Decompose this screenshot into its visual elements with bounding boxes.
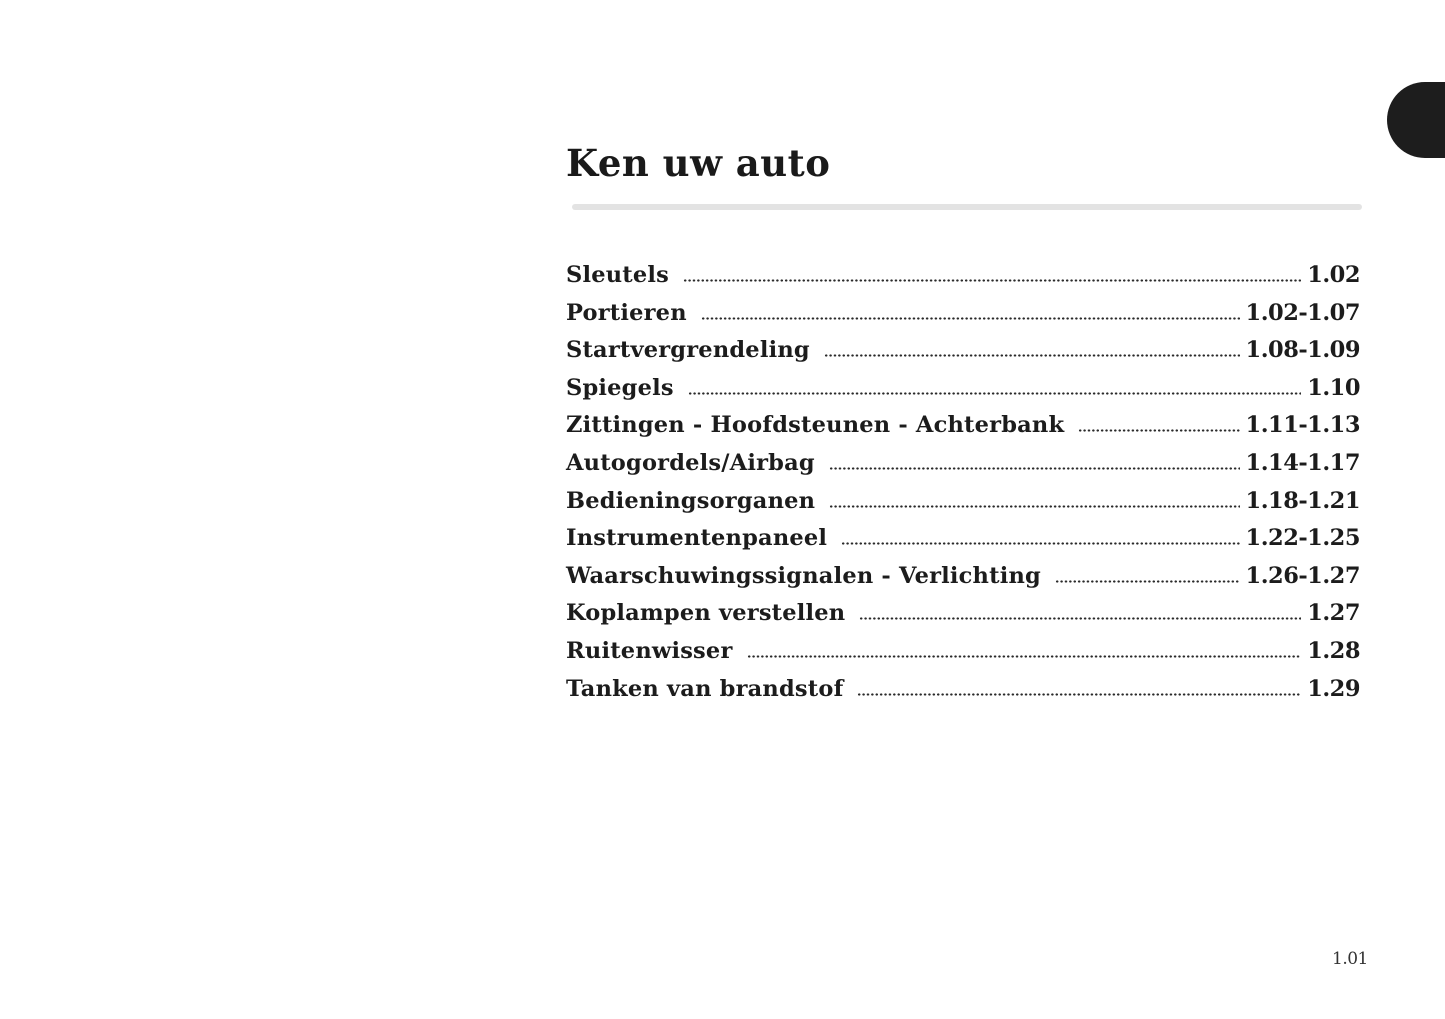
table-of-contents [566,262,1360,713]
toc-item-label: Startvergrendeling [566,337,810,364]
toc-item-page: 1.22-1.25 [1245,525,1360,552]
toc-dot-leader [829,505,1239,508]
page-title: Ken uw auto [566,141,831,185]
toc-item-label: Tanken van brandstof [566,675,844,702]
toc-item-label: Portieren [566,299,687,326]
toc-item-page: 1.02-1.07 [1245,299,1360,326]
page-number: 1.01 [1332,949,1368,969]
toc-dot-leader [701,317,1240,320]
toc-item-page: 1.10 [1307,374,1360,401]
toc-item-label: Waarschuwingssignalen - Verlichting [566,562,1041,589]
toc-item-zittingen[interactable] [566,412,1360,450]
toc-item-page: 1.02 [1307,262,1360,288]
toc-dot-leader [824,354,1240,357]
toc-item-waarschuwingssignalen[interactable] [566,563,1360,601]
toc-dot-leader [747,655,1302,658]
chapter-tab-marker [1387,82,1445,158]
toc-item-ruitenwisser[interactable] [566,638,1360,676]
toc-item-startvergrendeling[interactable] [566,337,1360,375]
toc-item-page: 1.11-1.13 [1245,412,1360,439]
toc-item-label: Autogordels/Airbag [566,449,815,476]
toc-item-page: 1.28 [1307,637,1360,664]
toc-item-label: Spiegels [566,374,674,401]
toc-item-page: 1.27 [1307,600,1360,627]
toc-item-label: Sleutels [566,262,669,288]
toc-dot-leader [841,542,1239,545]
toc-item-koplampen[interactable] [566,600,1360,638]
toc-dot-leader [1078,429,1239,432]
toc-dot-leader [688,392,1301,395]
toc-item-page: 1.29 [1307,675,1360,702]
toc-dot-leader [859,617,1301,620]
title-divider [572,204,1362,210]
toc-item-label: Instrumentenpaneel [566,525,828,552]
toc-dot-leader [857,693,1301,696]
toc-item-label: Koplampen verstellen [566,600,846,627]
toc-item-autogordels[interactable] [566,450,1360,488]
toc-item-page: 1.26-1.27 [1245,562,1360,589]
toc-item-tanken[interactable] [566,676,1360,714]
toc-item-sleutels[interactable] [566,262,1360,300]
toc-item-portieren[interactable] [566,300,1360,338]
toc-item-label: Bedieningsorganen [566,487,816,514]
toc-item-spiegels[interactable] [566,375,1360,413]
toc-item-label: Ruitenwisser [566,637,733,664]
toc-item-page: 1.14-1.17 [1245,449,1360,476]
toc-dot-leader [829,467,1240,470]
toc-item-page: 1.18-1.21 [1245,487,1360,514]
toc-dot-leader [1055,580,1240,583]
toc-dot-leader [683,279,1301,282]
toc-item-page: 1.08-1.09 [1245,337,1360,364]
toc-item-label: Zittingen - Hoofdsteunen - Achterbank [566,412,1065,439]
toc-item-instrumentenpaneel[interactable] [566,525,1360,563]
toc-item-bedieningsorganen[interactable] [566,488,1360,526]
